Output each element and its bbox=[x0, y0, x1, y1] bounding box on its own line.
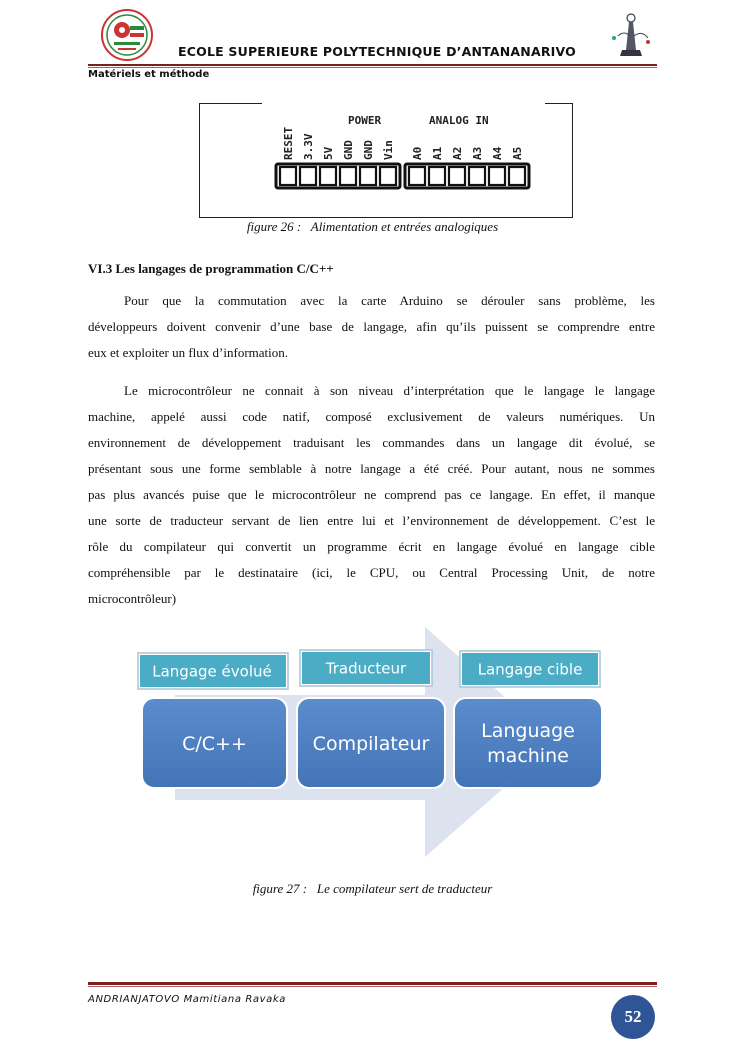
power-pin-socket bbox=[360, 167, 376, 185]
power-pin-socket bbox=[320, 167, 336, 185]
analog-pin-label: A3 bbox=[471, 146, 484, 160]
stage-label-1: Langage évolué bbox=[152, 662, 272, 681]
paragraph-line: présentant sous une forme semblable à notre langage a été créé. Pour autant, nous ne sommes bbox=[88, 461, 655, 476]
analog-pin-label: A4 bbox=[491, 146, 504, 160]
paragraph-line: eux et exploiter un flux d’information. bbox=[88, 345, 289, 360]
footer-rule-thin bbox=[88, 986, 657, 987]
power-pin-label: 3.3V bbox=[302, 133, 315, 160]
paragraph-line: compréhensible par le destinataire (ici, le CPU, ou Central Processing Unit, de notre bbox=[88, 565, 655, 580]
power-pin-label: GND bbox=[342, 140, 355, 160]
analog-pin-label: A5 bbox=[511, 146, 524, 160]
figure-27-caption: figure 27 : Le compilateur sert de traducteur bbox=[252, 881, 493, 896]
stage-box-text-3b: machine bbox=[487, 745, 569, 767]
analog-pin-label: A2 bbox=[451, 146, 464, 160]
analog-pin-socket bbox=[489, 167, 505, 185]
figure-26-top-gap bbox=[262, 101, 545, 105]
stage-box-text-2: Compilateur bbox=[312, 733, 430, 755]
paragraph-line: rôle du compilateur qui convertit un programme écrit en langage évolué en langage cible bbox=[88, 539, 655, 554]
analog-pin-label: A1 bbox=[431, 146, 444, 160]
paragraph-2 bbox=[88, 378, 655, 612]
header-rule-thin bbox=[88, 67, 657, 68]
analog-pin-socket bbox=[429, 167, 445, 185]
arduino-power-header bbox=[200, 104, 572, 217]
analog-pin-label: A0 bbox=[411, 146, 424, 160]
figure-26-caption: figure 26 : Alimentation et entrées analogiques bbox=[246, 219, 499, 234]
compiler-process-diagram bbox=[130, 625, 610, 865]
paragraph-line: Le microcontrôleur ne connait à son niveau d’interprétation que le langage le langage bbox=[124, 383, 655, 398]
paragraph-line: microcontrôleur) bbox=[88, 591, 177, 606]
paragraph-line: machine, appelé aussi code natif, composé exclusivement de valeurs numériques. Un bbox=[88, 409, 655, 424]
school-name: ECOLE SUPERIEURE POLYTECHNIQUE D’ANTANANARIVO bbox=[178, 44, 576, 59]
power-pin-label: Vin bbox=[382, 140, 395, 160]
page-number-badge: 52 bbox=[611, 995, 655, 1039]
analog-pin-socket bbox=[409, 167, 425, 185]
footer-rule bbox=[88, 982, 657, 985]
stage-box-text-1: C/C++ bbox=[182, 733, 247, 755]
paragraph-line: pas plus avancés puise que le microcontrôleur ne comprend pas ce langage. En effet, il manque bbox=[88, 487, 655, 502]
section-heading: VI.3 Les langages de programmation C/C++ bbox=[88, 261, 334, 276]
analog-pin-socket bbox=[509, 167, 525, 185]
power-pin-socket bbox=[300, 167, 316, 185]
paragraph-1 bbox=[88, 288, 655, 366]
paragraph-line: une sorte de traducteur servant de lien entre lui et l’environnement de développement. C’est le bbox=[88, 513, 655, 528]
power-pin-socket bbox=[280, 167, 296, 185]
group-label-power: POWER bbox=[348, 114, 382, 127]
analog-pin-socket bbox=[449, 167, 465, 185]
section-label: Matériels et méthode bbox=[88, 69, 210, 80]
paragraph-line: développeurs doivent convenir d’une base de langage, afin qu’ils puissent se comprendre entre bbox=[88, 319, 655, 334]
stage-box-text-3a: Language bbox=[481, 720, 575, 742]
stage-label-3: Langage cible bbox=[477, 660, 583, 679]
department-logo-icon bbox=[604, 10, 656, 62]
power-pin-label: GND bbox=[362, 140, 375, 160]
power-pin-socket bbox=[380, 167, 396, 185]
power-pin-label: 5V bbox=[322, 146, 335, 160]
power-pin-socket bbox=[340, 167, 356, 185]
stage-label-2: Traducteur bbox=[325, 659, 407, 678]
author-name: ANDRIANJATOVO Mamitiana Ravaka bbox=[88, 994, 286, 1005]
power-pin-label: RESET bbox=[282, 126, 295, 160]
analog-pin-socket bbox=[469, 167, 485, 185]
paragraph-line: Pour que la commutation avec la carte Arduino se dérouler sans problème, les bbox=[124, 293, 655, 308]
figure-26-frame bbox=[199, 103, 573, 218]
group-label-analog: ANALOG IN bbox=[429, 114, 489, 127]
stage-box-3 bbox=[454, 698, 602, 788]
esp-logo-icon bbox=[100, 8, 154, 62]
header-rule bbox=[88, 64, 657, 66]
paragraph-line: environnement de développement traduisant les commandes dans un langage dit évolué, se bbox=[88, 435, 655, 450]
